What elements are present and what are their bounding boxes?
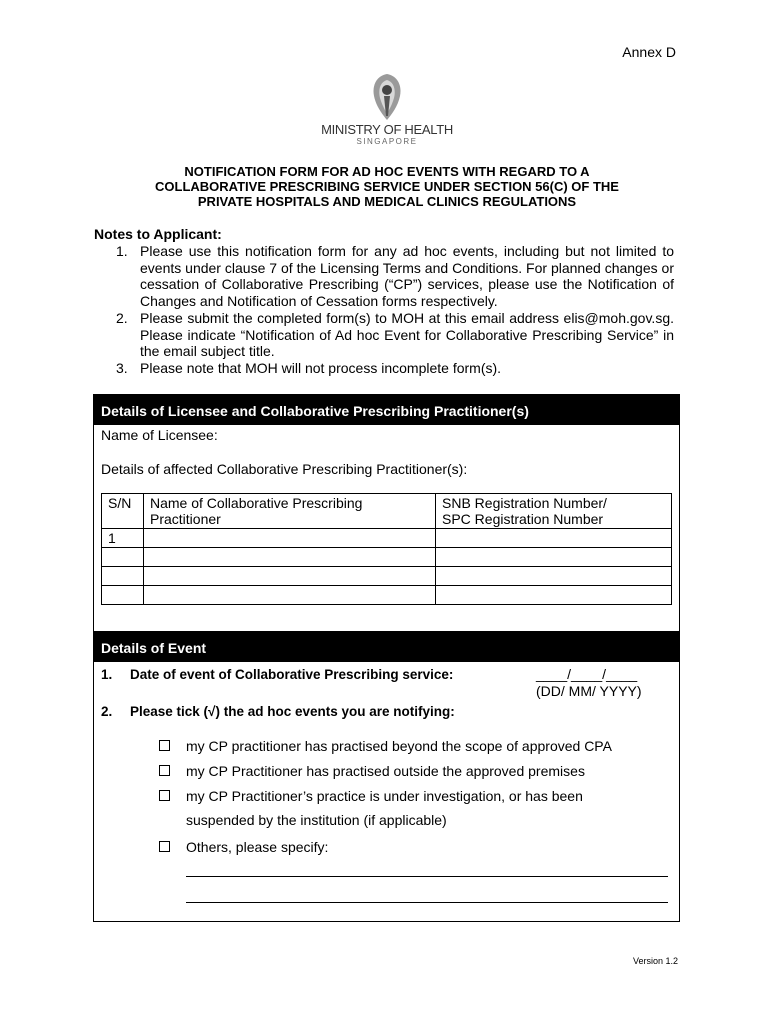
row-sn	[102, 567, 144, 586]
checkbox[interactable]	[159, 740, 170, 751]
others-specify-line-2[interactable]	[186, 902, 668, 903]
logo-ministry-name: MINISTRY OF HEALTH	[321, 122, 453, 137]
date-format: (DD/ MM/ YYYY)	[536, 683, 642, 699]
option-label: my CP practitioner has practised beyond the scope of approved CPA	[186, 738, 612, 754]
practitioner-name-cell[interactable]	[144, 548, 436, 567]
option-label: Others, please specify:	[186, 839, 329, 855]
checkbox[interactable]	[159, 841, 170, 852]
table-header-row	[102, 494, 672, 529]
notes-heading: Notes to Applicant:	[94, 226, 222, 242]
registration-number-cell[interactable]	[436, 567, 672, 586]
moh-emblem-icon	[366, 72, 408, 122]
moh-logo	[312, 72, 462, 152]
row-sn: 1	[102, 529, 144, 548]
event-date-field[interactable]	[536, 666, 642, 700]
practitioner-table	[101, 493, 672, 605]
form-title	[94, 164, 680, 209]
table-row	[102, 586, 672, 605]
note-number: 1.	[116, 243, 128, 259]
version-label: Version 1.2	[632, 956, 678, 966]
licensee-section-heading: Details of Licensee and Collaborative Prescribing Practitioner(s)	[94, 395, 679, 425]
row-sn	[102, 548, 144, 567]
practitioners-label: Details of affected Collaborative Prescribing Practitioner(s):	[101, 461, 468, 477]
date-blank: ____/____/____	[536, 666, 638, 682]
others-specify-line-1[interactable]	[186, 876, 668, 877]
table-row	[102, 529, 672, 548]
licensee-section	[93, 394, 680, 632]
col-name-header: Name of Collaborative Prescribing Practitioner	[144, 494, 436, 529]
note-item	[116, 310, 674, 360]
q2-label: Please tick (√) the ad hoc events you are notifying:	[130, 704, 455, 719]
q1-label: Date of event of Collaborative Prescribing service:	[130, 667, 454, 682]
option-outside-premises[interactable]	[159, 759, 585, 783]
col-reg-header-line-1: SNB Registration Number/	[442, 495, 607, 511]
option-under-investigation[interactable]	[159, 784, 583, 832]
option-label-continued: suspended by the institution (if applicable)	[186, 812, 447, 828]
logo-country: SINGAPORE	[356, 137, 418, 146]
title-line-1: NOTIFICATION FORM FOR AD HOC EVENTS WITH REGARD TO A	[184, 164, 590, 179]
practitioner-name-cell[interactable]	[144, 529, 436, 548]
registration-number-cell[interactable]	[436, 529, 672, 548]
practitioner-name-cell[interactable]	[144, 567, 436, 586]
note-text: Please submit the completed form(s) to MOH at this email address elis@moh.gov.sg. Please indicate “Notification of Ad hoc Event for Collaborative Prescribing Service” in the email subject title.	[140, 309, 674, 360]
licensee-name-field[interactable]: Name of Licensee:	[101, 427, 218, 443]
note-text: Please note that MOH will not process incomplete form(s).	[140, 359, 502, 376]
q1-number: 1.	[101, 667, 113, 682]
title-line-3: PRIVATE HOSPITALS AND MEDICAL CLINICS REGULATIONS	[197, 194, 577, 209]
col-sn-header: S/N	[102, 494, 144, 529]
q2-number: 2.	[101, 704, 113, 719]
option-label: my CP Practitioner has practised outside the approved premises	[186, 763, 585, 779]
checkbox[interactable]	[159, 790, 170, 801]
event-section	[93, 632, 680, 922]
annex-label: Annex D	[622, 44, 676, 60]
registration-number-cell[interactable]	[436, 548, 672, 567]
note-number: 2.	[116, 309, 128, 326]
table-row	[102, 548, 672, 567]
note-text: Please use this notification form for any ad hoc events, including but not limited to events under clause 7 of the Licensing Terms and Conditions. For planned changes or cessation of Collaborative Prescribing (“CP”) services, please use the Notification of Changes and Notification of Cessation forms respectively.	[140, 243, 674, 310]
row-sn	[102, 586, 144, 605]
option-label: my CP Practitioner’s practice is under investigation, or has been	[186, 788, 583, 804]
col-reg-header-line-2: SPC Registration Number	[442, 511, 604, 527]
note-item	[116, 360, 674, 377]
option-beyond-scope[interactable]	[159, 734, 612, 758]
practitioner-name-cell[interactable]	[144, 586, 436, 605]
notes-list	[116, 243, 674, 377]
registration-number-cell[interactable]	[436, 586, 672, 605]
table-row	[102, 567, 672, 586]
col-reg-header	[436, 494, 672, 529]
title-line-2: COLLABORATIVE PRESCRIBING SERVICE UNDER SECTION 56(C) OF THE	[155, 179, 619, 194]
event-section-heading: Details of Event	[94, 632, 679, 662]
note-item	[116, 243, 674, 310]
checkbox[interactable]	[159, 765, 170, 776]
option-others[interactable]	[159, 835, 328, 859]
note-number: 3.	[116, 359, 128, 376]
